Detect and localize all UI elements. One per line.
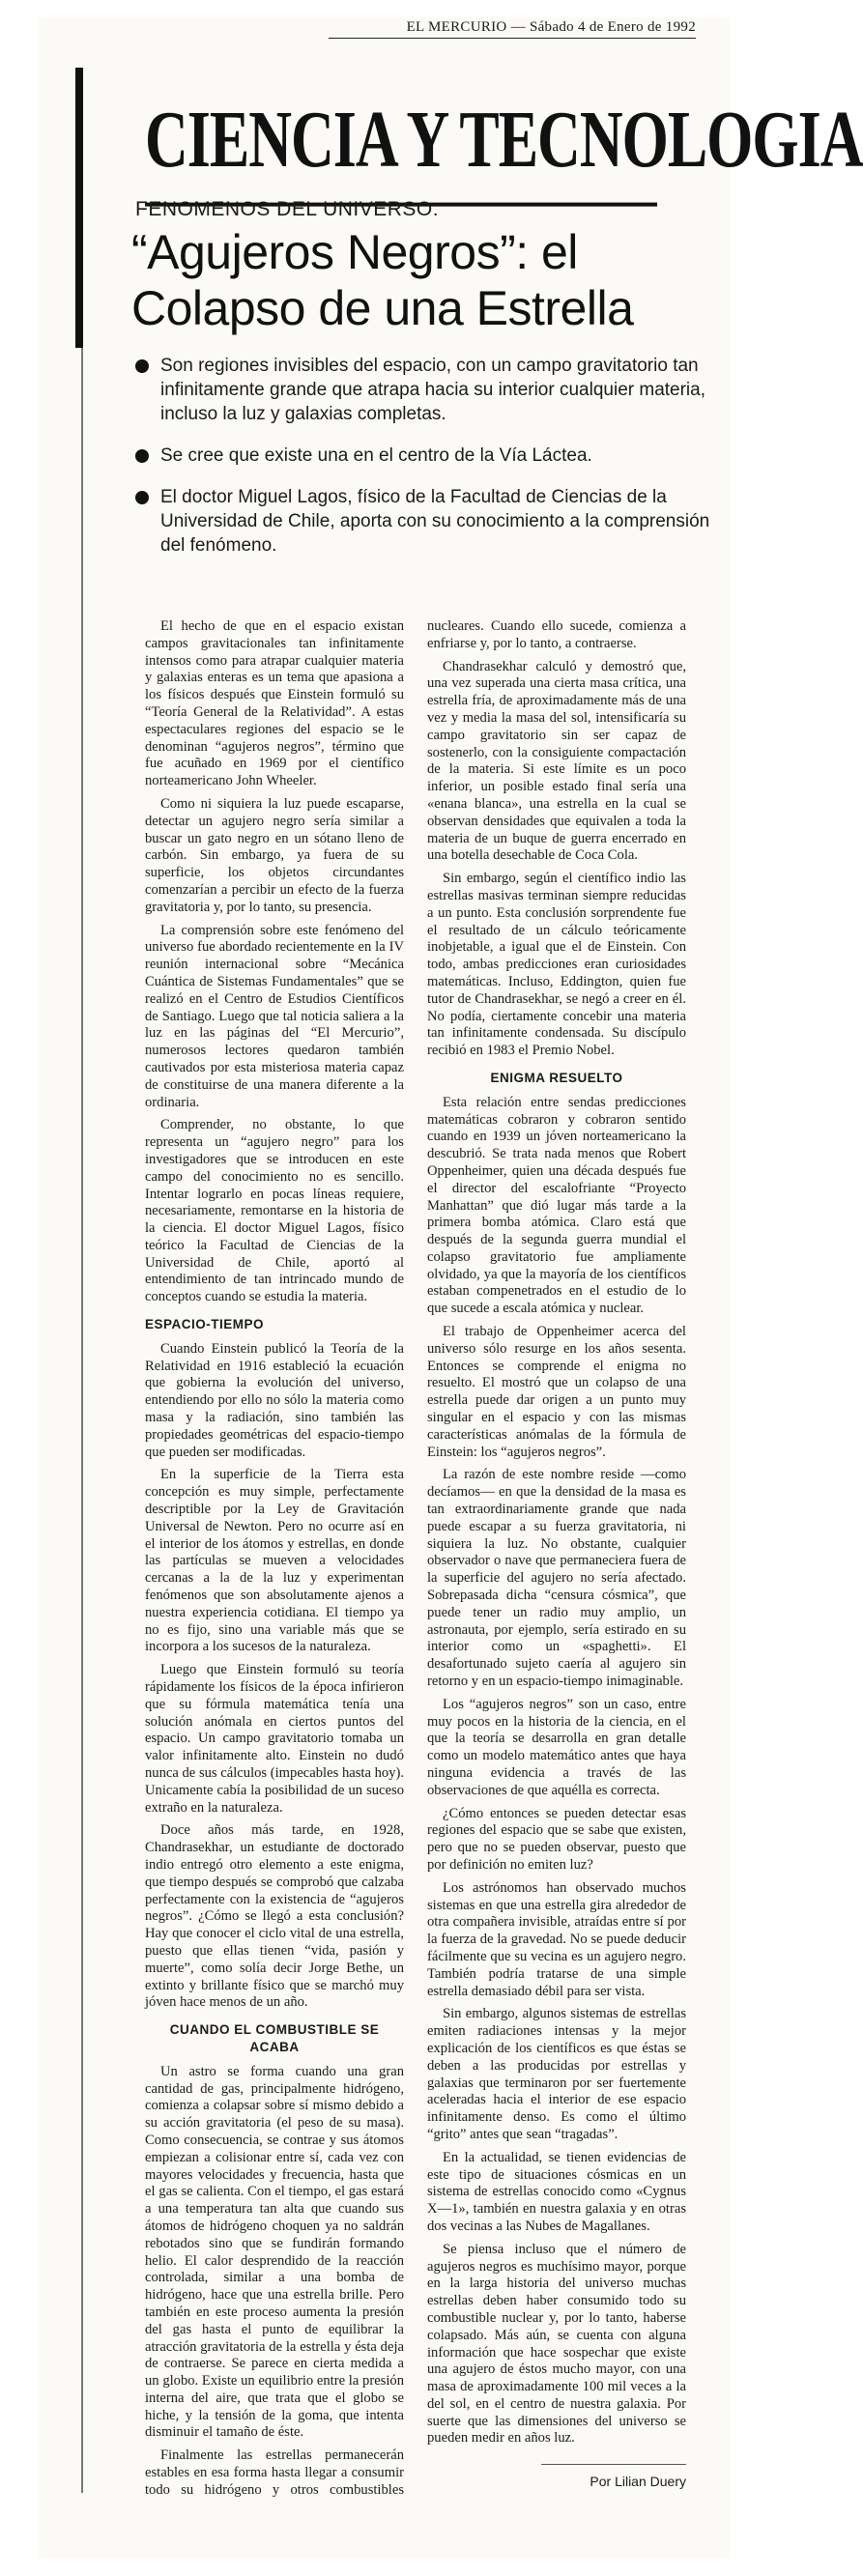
paragraph: El trabajo de Oppenheimer acerca del universo sólo resurge en los años sesenta. Entonces se comprende el enigma no resuelto. El mostró que un colapso de una estrella puede dar origen a un punto muy singular en el espacio y con las mismas características anómalas de la fórmula de Einstein: los “agujeros negros”. <box>427 1324 686 1460</box>
paragraph: En la actualidad, se tienen evidencias de este tipo de situaciones cósmicas en un sistema de estrellas conocido como «Cygnus X—1», también en nuestra galaxia y en otras dos vecinas a las Nubes de Magallanes. <box>427 2149 686 2234</box>
subhead-espacio-tiempo: ESPACIO-TIEMPO <box>145 1317 265 1332</box>
bullet-list <box>133 354 713 575</box>
headline: “Agujeros Negros”: el Colapso de una Estrella <box>131 225 634 335</box>
paragraph: Sin embargo, según el científico indio las estrellas masivas terminan siempre reducidas a un punto. Esta conclusión sorprendente fue el resultado de un cálculo teóricamente inobjetable, a igual que el de Einstein. Con todo, ambas predicciones eran curiosidades matemáticas. Incluso, Eddington, quien fue tutor de Chandrasekhar, se negó a creer en él. No podía, ciertamente concebir una materia tan infinitamente condensada. Su discípulo recibió en 1983 el Premio Nobel. <box>427 871 686 1059</box>
paragraph: Comprender, no obstante, lo que representa un “agujero negro” para los investigadores que se introducen en este campo del conocimiento no es sencillo. Intentar lograrlo en pocas líneas requiere, necesariamente, remontarse en la historia de la ciencia. El doctor Miguel Lagos, físico teórico la Facultad de Ciencias de la Universidad de Chile, aportó al entendimiento de tan intrincado mundo de conceptos cuando se estudia la materia. <box>145 1117 404 1305</box>
paragraph: El hecho de que en el espacio existan campos gravitacionales tan infinitamente intensos como para atrapar cualquier materia y galaxias enteras es un tema que apasiona a los físicos después que Einstein formuló su “Teoría General de la Relatividad”. A estas espectaculares regiones del espacio se le denominan “agujeros negros”, término que fue acuñado en 1969 por el científico norteamericano John Wheeler. <box>145 618 404 789</box>
paragraph: Un astro se forma cuando una gran cantidad de gas, principalmente hidrógeno, comienza a colapsar sobre sí mismo debido a su acción gravitatoria (el peso de su masa). Como consecuencia, se contrae y sus átomos empiezan a colisionar entre sí, cada vez con mayores velocidades y frecuencia, hasta que el gas se calienta. Con el tiempo, el gas estará a una temperatura tan alta que cuando sus átomos de hidrógeno choquen ya no saldrán rebotados sino que se fundirán formando helio. El calor desprendido de la reacción controlada, similar a una bomba de hidrógeno, hace que una estrella brille. Pero también en este proceso aumenta la presión del gas hasta el punto de equilibrar la atracción gravitatoria de la estrella y ésta deja de contraerse. Se parece en cierta medida a un globo. Existe un equilibrio entre la presión interna del aire, que trata que el globo se hiche, y la tensión de la goma, que intenta disminuir el tamaño de éste. <box>145 2063 404 2441</box>
byline: Por Lilian Duery <box>590 2474 686 2489</box>
paragraph: Luego que Einstein formuló su teoría rápidamente los físicos de la época infirieron que su fórmula matemática tenía una solución anómala en ciertos puntos del espacio. Un campo gravitatorio tomaba un valor infinitamente alto. Einstein no dudó nunca de sus cálculos (impecables hasta hoy). Unicamente cabía la posibilidad de un suceso extraño en la naturaleza. <box>145 1662 404 1816</box>
bullet-item: El doctor Miguel Lagos, físico de la Facultad de Ciencias de la Universidad de Chile, aporta con su conocimiento a la comprensión del fenómeno. <box>133 485 713 558</box>
byline-rule <box>541 2464 686 2465</box>
paragraph: Esta relación entre sendas predicciones matemáticas cobraron y cobraron sentido cuando en 1939 un jóven norteamericano la descubrió. Se trata nada menos que Robert Oppenheimer, quien una década después fue el director del escalofriante “Proyecto Manhattan” que dió lugar más tarde a la primera bomba atómica. Claro está que después de la segunda guerra mundial el colapso gravitatorio fue ampliamente olvidado, ya que la mayoría de los científicos estaban compenetrados en el estudio de lo que sucede a escala atómica y nuclear. <box>427 1094 686 1317</box>
paragraph: Sin embargo, algunos sistemas de estrellas emiten radiaciones intensas y la mejor explicación de los científicos es que éstas se deben a las producidas por estrellas y galaxias que terminaron por ser fuertemente aceleradas hacia el interior de ese espacio infinitamente denso. Es como el último “grito” antes que sean “tragadas”. <box>427 2006 686 2142</box>
paragraph: ¿Cómo entonces se pueden detectar esas regiones del espacio que se sabe que existen, pero que no se pueden observar, puesto que por definición no emiten luz? <box>427 1805 686 1873</box>
masthead: EL MERCURIO — Sábado 4 de Enero de 1992 <box>329 19 696 39</box>
section-title: CIENCIA Y TECNOLOGIA <box>145 77 657 207</box>
paragraph: La razón de este nombre reside —como decíamos— en que la densidad de la masa es tan extraordinariamente grande que nada puede escapar a su fuerza gravitatoria, ni siquiera la luz. No obstante, cualquier observador o nave que permaneciera fuera de la superficie del agujero no sería afectado. Sobrepasada dicha “censura cósmica”, que puede tener un radio muy amplio, un astronauta, por ejemplo, sería estirado en su interior como un «spaghetti». El desafortunado sujeto caería al agujero sin retorno y en un espacio-tiempo inimaginable. <box>427 1467 686 1690</box>
paragraph: Los “agujeros negros” son un caso, entre muy pocos en la historia de la ciencia, en el que la teoría se desarrolla en gran detalle como un modelo matemático antes que haya ninguna evidencia a través de las observaciones de que aquélla es correcta. <box>427 1696 686 1798</box>
paragraph: Cuando Einstein publicó la Teoría de la Relatividad en 1916 estableció la ecuación que gobierna la evolución del universo, entendiendo por ello no sólo la materia como masa y la radiación, sino también las propiedades geométricas del espacio-tiempo que pueden ser modificadas. <box>145 1340 404 1460</box>
paragraph: Chandrasekhar calculó y demostró que, una vez superada una cierta masa crítica, una estrella fría, de aproximadamente más de una vez y media la masa del sol, intensificaría su campo gravitatorio sin ser capaz de sostenerlo, con la consiguiente compactación de la materia. Si este límite es un poco inferior, un posible estado final sería una «enana blanca», una estrella en la cual se observan densidades que equivalen a toda la materia de un buque de guerra encerrado en una botella desechable de Coca Cola. <box>427 658 686 864</box>
bullet-item: Son regiones invisibles del espacio, con un campo gravitatorio tan infinitamente grande que atrapa hacia su interior cualquier materia, incluso la luz y galaxias completas. <box>133 354 713 426</box>
left-margin-bar <box>75 68 83 348</box>
subhead-enigma-resuelto: ENIGMA RESUELTO <box>490 1070 623 1085</box>
bullet-item: Se cree que existe una en el centro de la Vía Láctea. <box>133 444 713 468</box>
paragraph: En la superficie de la Tierra esta concepción es muy simple, perfectamente descriptible por la Ley de Gravitación Universal de Newton. Pero no ocurre así en el interior de los átomos y estrellas, en donde las partículas se mueven a velocidades cercanas a la de la luz y experimentan fenómenos que son absolutamente ajenos a nuestra experiencia cotidiana. El tiempo ya no es fijo, sino una variable más que se incorpora a los sucesos de la naturaleza. <box>145 1467 404 1655</box>
paragraph: La comprensión sobre este fenómeno del universo fue abordado recientemente en la IV reunión internacional sobre “Mecánica Cuántica de Sistemas Fundamentales” que se realizó en el Centro de Estudios Científicos de Santiago. Luego que tal noticia saliera a la luz en las páginas del “El Mercurio”, numerosos lectores quedaron también cautivados por esta misteriosa materia capaz de constituirse de una manera diferente a la ordinaria. <box>145 922 404 1110</box>
paragraph: Doce años más tarde, en 1928, Chandrasekhar, un estudiante de doctorado indio entregó otro elemento a este enigma, que tiempo después se comprobó que calzaba perfectamente con la existencia de “agujeros negros”. ¿Cómo se llegó a esta conclusión? Hay que conocer el ciclo vital de una estrella, puesto que ellas tienen “vida, pasión y muerte”, como solía decir Jorge Bethe, un extinto y brillante físico que se marchó muy jóven hace menos de un año. <box>145 1822 404 2011</box>
subhead-combustible: CUANDO EL COMBUSTIBLE SE ACABA <box>169 2022 380 2054</box>
paragraph: Los astrónomos han observado muchos sistemas en que una estrella gira alrededor de otra compañera invisible, atraídas entre sí por la fuerza de la gravedad. No se puede deducir fácilmente que su vecina es un agujero negro. También podría tratarse de una simple estrella demasiado débil para ser vista. <box>427 1879 686 1999</box>
paragraph: Se piensa incluso que el número de agujeros negros es muchísimo mayor, porque en la larga historia del universo muchas estrellas deben haber consumido todo su combustible nuclear y, por lo tanto, haberse colapsado. Más aún, se cuenta con alguna información que hace sospechar que existe una agujero de éstos mucho mayor, con una masa de aproximadamente 100 mil veces a la del sol, en el centro de nuestra galaxia. Por suerte que las dimensiones del universo se pueden medir en años luz. <box>427 2241 686 2447</box>
left-margin-line <box>81 348 83 2493</box>
kicker: FENOMENOS DEL UNIVERSO: <box>135 198 440 220</box>
paragraph: Como ni siquiera la luz puede escaparse, detectar un agujero negro sería similar a buscar un gato negro en un sótano lleno de carbón. Sin embargo, ya fuera de su superficie, los objetos circundantes comenzarían a percibir un efecto de la fuerza gravitatoria y, por lo tanto, su presencia. <box>145 795 404 915</box>
paragraph: Finalmente las estrellas permanecerán estables en esa forma hasta llegar a consumir todo su hidrógeno y otros combustibles nucleares. Cuando ello sucede, comienza a enfriarse y, por lo tanto, a contraerse. <box>145 618 686 2498</box>
bullet-dot-icon <box>135 449 149 463</box>
article-body <box>145 618 686 2512</box>
bullet-dot-icon <box>135 359 149 373</box>
bullet-dot-icon <box>135 491 149 504</box>
